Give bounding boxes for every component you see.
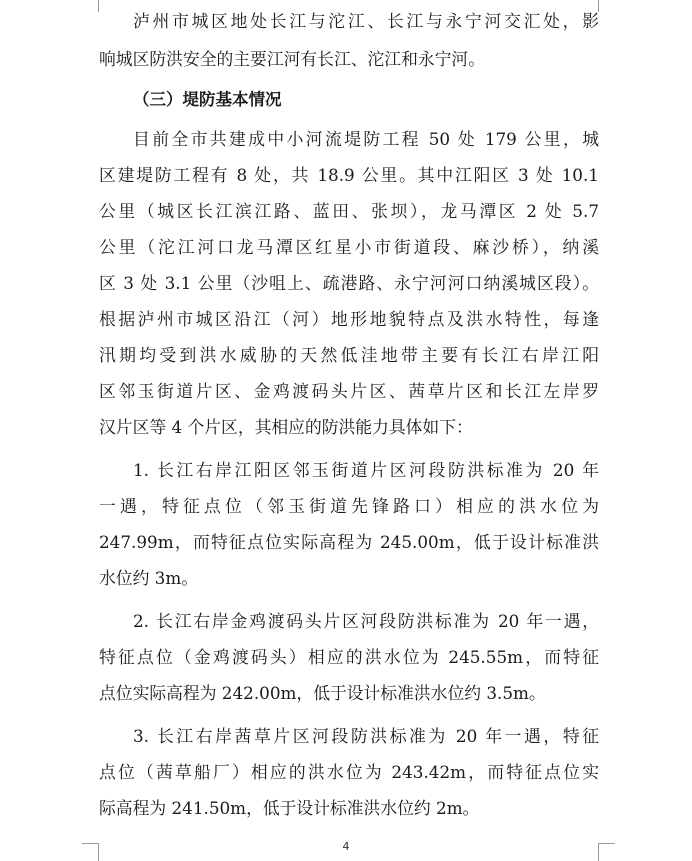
- text-line: 际高程为 241.50m，低于设计标准洪水位约 2m。: [99, 798, 480, 818]
- text-line: 根据泸州市城区沿江（河）地形地貌特点及洪水特性，每逢: [99, 309, 599, 329]
- text-line: 特征点位（金鸡渡码头）相应的洪水位为 245.55m，而特征: [99, 647, 599, 667]
- text-line: 水位约 3m。: [99, 568, 199, 588]
- text-line: 目前全市共建成中小河流堤防工程 50 处 179 公里，城: [133, 129, 599, 149]
- text-line: 区建堤防工程有 8 处，共 18.9 公里。其中江阳区 3 处 10.1: [99, 165, 599, 185]
- text-line: 响城区防洪安全的主要江河有长江、沱江和永宁河。: [99, 49, 485, 69]
- text-line: 一遇，特征点位（邻玉街道先锋路口）相应的洪水位为: [99, 496, 599, 516]
- text-line: 公里（沱江河口龙马潭区红星小市街道段、麻沙桥），纳溪: [99, 237, 599, 257]
- text-line: 1. 长江右岸江阳区邻玉街道片区河段防洪标准为 20 年: [133, 460, 599, 480]
- text-line: 汛期均受到洪水威胁的天然低洼地带主要有长江右岸江阳: [99, 345, 599, 365]
- text-line: 汉片区等 4 个片区，其相应的防洪能力具体如下：: [99, 417, 473, 437]
- text-line: 点位（茜草船厂）相应的洪水位为 243.42m，而特征点位实: [99, 762, 599, 782]
- text-line: 247.99m，而特征点位实际高程为 245.00m，低于设计标准洪: [99, 532, 599, 552]
- text-line: 公里（城区长江滨江路、蓝田、张坝），龙马潭区 2 处 5.7: [99, 201, 599, 221]
- page-number: 4: [342, 840, 350, 853]
- text-line: 3. 长江右岸茜草片区河段防洪标准为 20 年一遇，特征: [133, 726, 599, 746]
- text-line: 泸州市城区地处长江与沱江、长江与永宁河交汇处，影: [133, 11, 599, 31]
- text-line: 2. 长江右岸金鸡渡码头片区河段防洪标准为 20 年一遇，: [133, 611, 599, 631]
- text-line: 区邻玉街道片区、金鸡渡码头片区、茜草片区和长江左岸罗: [99, 381, 599, 401]
- text-line: 点位实际高程为 242.00m，低于设计标准洪水位约 3.5m。: [99, 683, 546, 703]
- text-line: 区 3 处 3.1 公里（沙咀上、疏港路、永宁河河口纳溪城区段）。: [99, 273, 599, 293]
- section-heading: （三）堤防基本情况: [133, 90, 282, 109]
